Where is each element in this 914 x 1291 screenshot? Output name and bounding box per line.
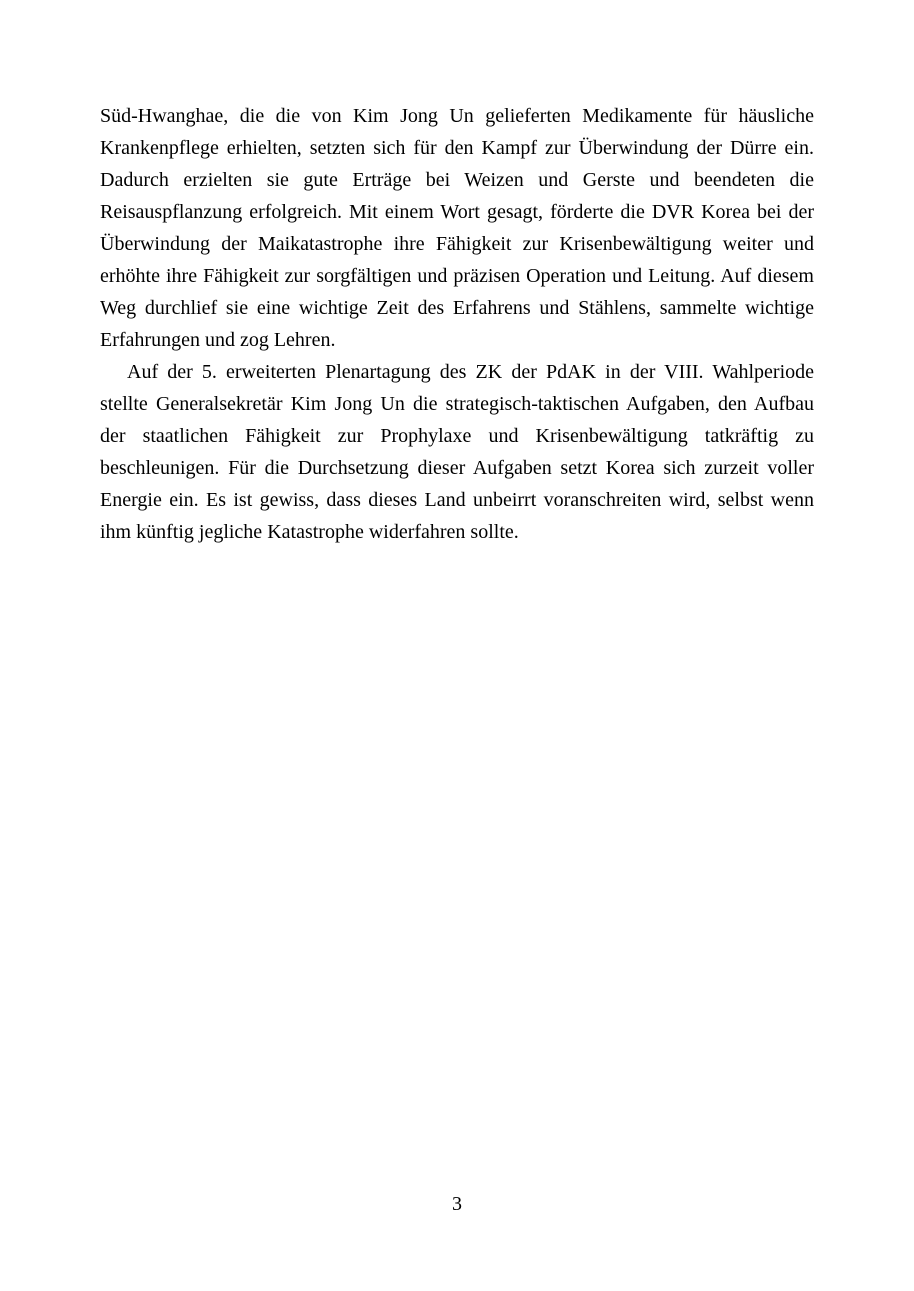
page-number: 3 (452, 1193, 462, 1215)
paragraph-plenary-session: Auf der 5. erweiterten Plenartagung des ZK der PdAK in der VIII. Wahlperiode stellte Generalsekretär Kim Jong Un die strategisch-taktischen Aufgaben, den Aufbau der staatlichen Fähigkeit zur Prophylaxe und Krisenbewältigung tatkräftig zu beschleunigen. Für die Durchsetzung dieser Aufgaben setzt Korea sich zurzeit voller Energie ein. Es ist gewiss, dass dieses Land unbeirrt voranschreiten wird, selbst wenn ihm künftig jegliche Katastrophe widerfahren sollte. (100, 361, 814, 543)
paragraph-continuation: Süd-Hwanghae, die die von Kim Jong Un gelieferten Medikamente für häusliche Krankenpflege erhielten, setzten sich für den Kampf zur Überwindung der Dürre ein. Dadurch erzielten sie gute Erträge bei Weizen und Gerste und beendeten die Reisauspflanzung erfolgreich. Mit einem Wort gesagt, förderte die DVR Korea bei der Überwindung der Maikatastrophe ihre Fähigkeit zur Krisenbewältigung weiter und erhöhte ihre Fähigkeit zur sorgfältigen und präzisen Operation und Leitung. Auf diesem Weg durchlief sie eine wichtige Zeit des Erfahrens und Stählens, sammelte wichtige Erfahrungen und zog Lehren. (100, 105, 814, 351)
body-text (100, 100, 814, 548)
